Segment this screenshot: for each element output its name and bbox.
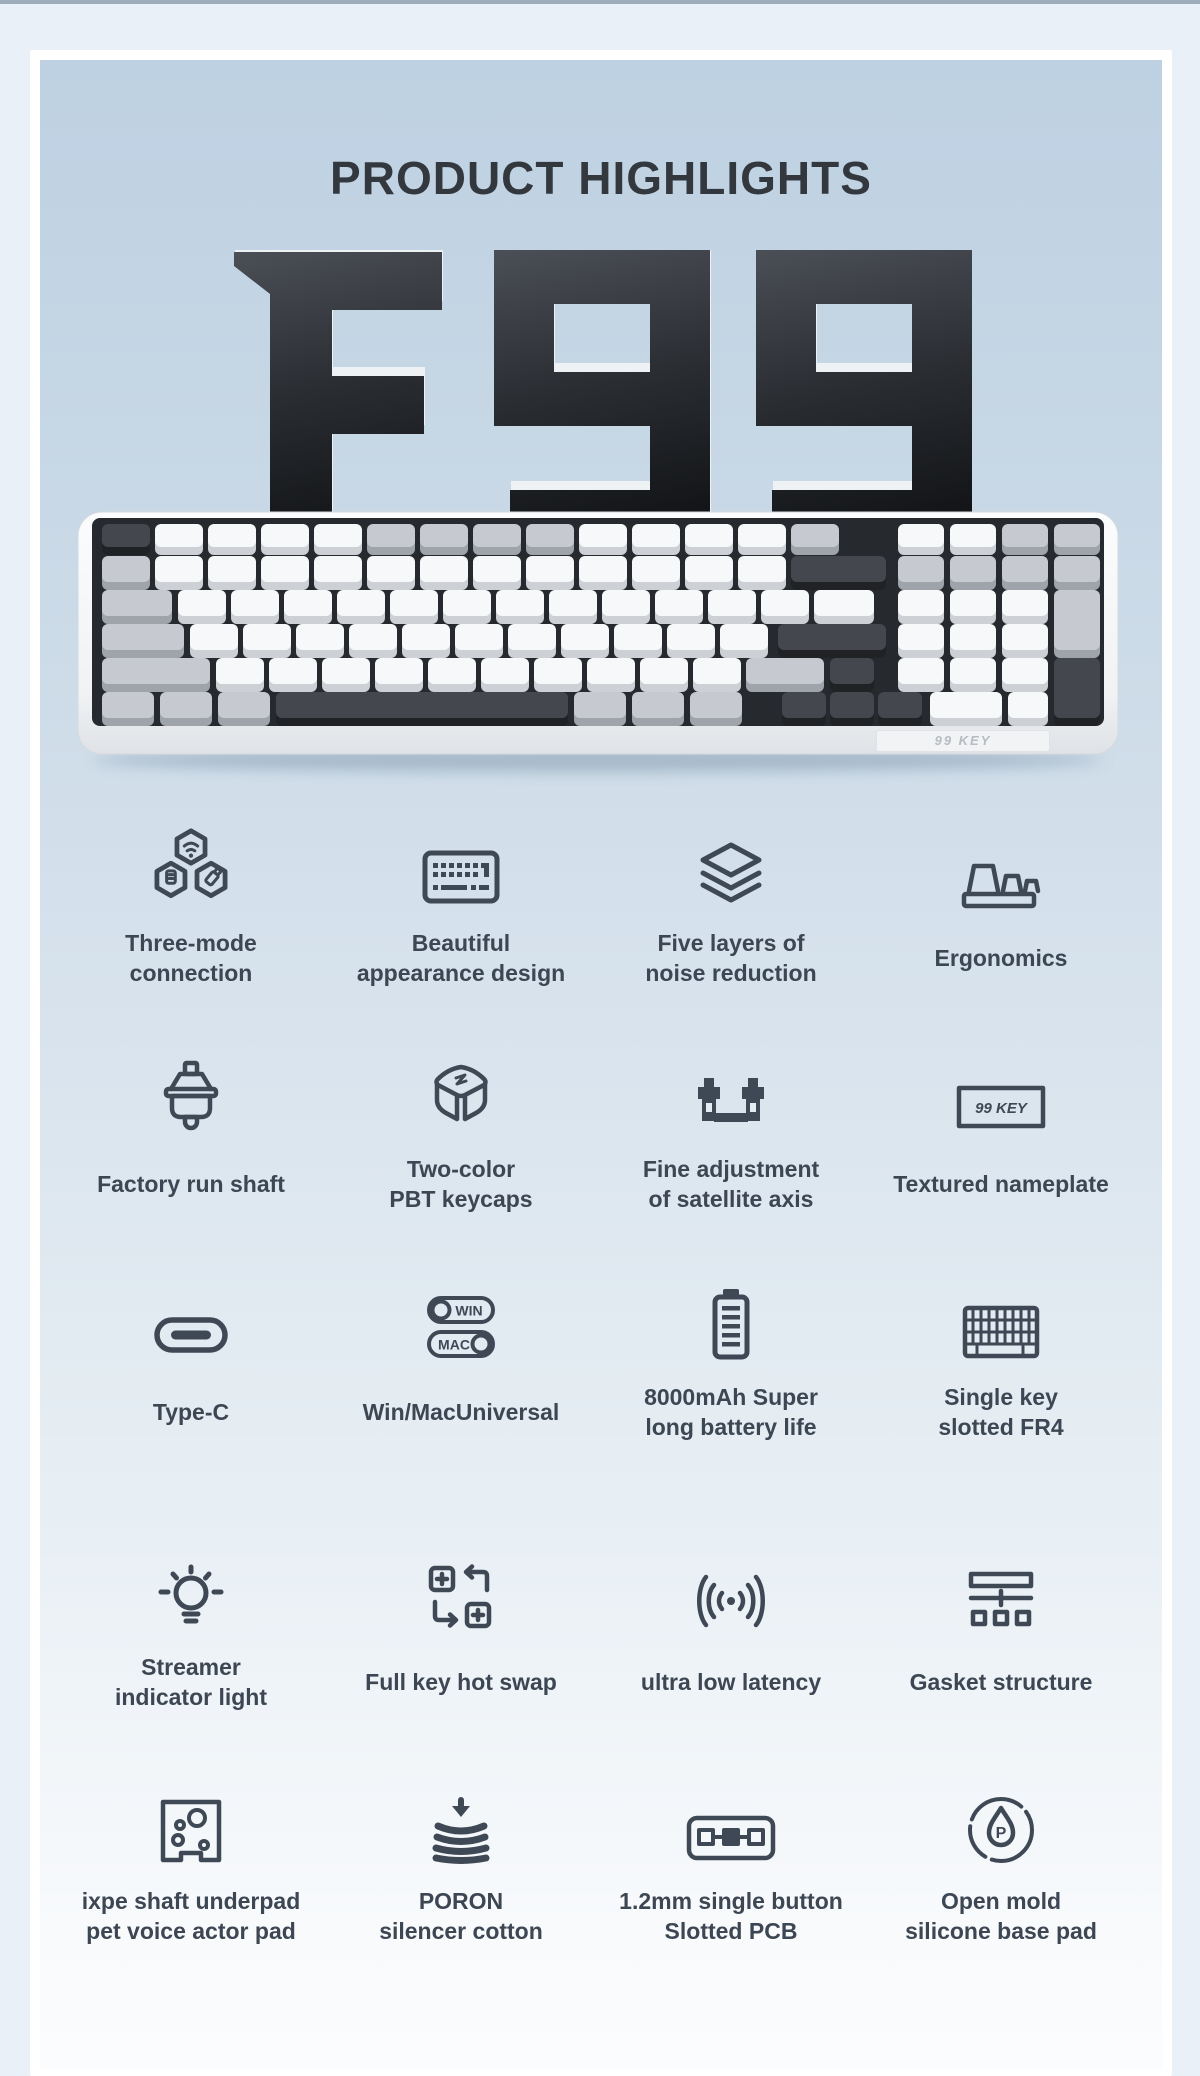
feature-row-1 — [56, 814, 1136, 988]
feature-ixpe-shaft-underpad: ixpe shaft underpad pet voice actor pad — [56, 1772, 326, 1946]
feature-type-c: Type-C — [56, 1268, 326, 1442]
main-panel — [40, 60, 1162, 2070]
indicator-light-icon — [152, 1538, 230, 1634]
feature-row-2 — [56, 1040, 1136, 1214]
white-frame — [30, 50, 1172, 2076]
switch-icon — [153, 1040, 229, 1136]
stabilizer-icon — [693, 1040, 769, 1136]
feature-three-mode-connection: Three-mode connection — [56, 814, 326, 988]
feature-five-layers-noise-reduction: Five layers of noise reduction — [596, 814, 866, 988]
poron-layers-icon — [423, 1772, 499, 1868]
page-title: PRODUCT HIGHLIGHTS — [330, 152, 872, 204]
keycap-3d-icon — [423, 1040, 499, 1136]
feature-win-mac-universal: WIN MAC Win/MacUniversal — [326, 1268, 596, 1442]
type-c-icon — [151, 1268, 231, 1364]
feature-row-4 — [56, 1538, 1136, 1712]
signal-waves-icon — [688, 1538, 774, 1634]
fr4-grid-icon — [961, 1268, 1041, 1364]
layers-icon — [693, 814, 769, 910]
three-mode-connection-icon — [145, 814, 237, 910]
svg-text:99 KEY: 99 KEY — [975, 1100, 1027, 1117]
nameplate-badge-icon — [955, 1040, 1047, 1136]
feature-full-key-hot-swap: Full key hot swap — [326, 1538, 596, 1712]
ergonomics-icon — [958, 814, 1044, 910]
keyboard-outline-icon — [421, 814, 501, 910]
feature-factory-run-shaft: Factory run shaft — [56, 1040, 326, 1214]
ixpe-pad-icon — [155, 1772, 227, 1868]
feature-ergonomics: Ergonomics — [866, 814, 1136, 988]
feature-single-key-slotted-fr4: Single key slotted FR4 — [866, 1268, 1136, 1442]
hot-swap-icon — [425, 1538, 497, 1634]
pcb-icon — [685, 1772, 777, 1868]
svg-text:MAC: MAC — [438, 1336, 470, 1353]
feature-fine-adjustment-satellite-axis: Fine adjustment of satellite axis — [596, 1040, 866, 1214]
feature-streamer-indicator-light: Streamer indicator light — [56, 1538, 326, 1712]
svg-text:P: P — [995, 1825, 1007, 1842]
win-mac-toggle-icon — [423, 1268, 499, 1364]
feature-poron-silencer-cotton: PORON silencer cotton — [326, 1772, 596, 1946]
feature-textured-nameplate: 99 KEY Textured nameplate — [866, 1040, 1136, 1214]
top-strip — [0, 0, 1200, 4]
feature-two-color-pbt-keycaps: Two-color PBT keycaps — [326, 1040, 596, 1214]
svg-text:WIN: WIN — [455, 1302, 483, 1319]
silicone-drop-icon — [963, 1772, 1039, 1868]
feature-gasket-structure: Gasket structure — [866, 1538, 1136, 1712]
keyboard-nameplate: 99 KEY — [876, 730, 1050, 752]
gasket-structure-icon — [963, 1538, 1039, 1634]
feature-beautiful-appearance-design: Beautiful appearance design — [326, 814, 596, 988]
feature-pcb-1-2mm-slotted: 1.2mm single button Slotted PCB — [596, 1772, 866, 1946]
battery-icon — [705, 1268, 757, 1364]
feature-battery-8000mah: 8000mAh Super long battery life — [596, 1268, 866, 1442]
feature-ultra-low-latency: ultra low latency — [596, 1538, 866, 1712]
feature-row-3 — [56, 1268, 1136, 1442]
feature-open-mold-silicone-base-pad: P Open mold silicone base pad — [866, 1772, 1136, 1946]
feature-row-5 — [56, 1772, 1136, 1946]
